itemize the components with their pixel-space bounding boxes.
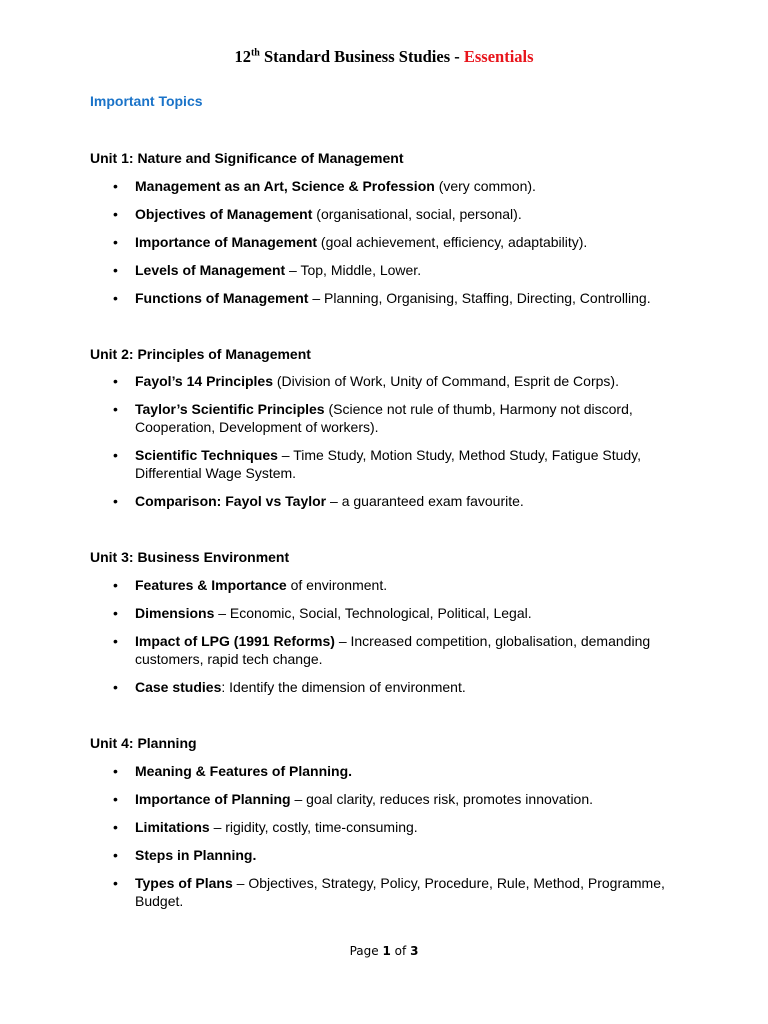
- item-text: – goal clarity, reduces risk, promotes innovation.: [294, 791, 594, 807]
- item-text: of environment.: [290, 577, 388, 593]
- bullet-icon: •: [113, 605, 118, 621]
- bullet-icon: •: [113, 875, 118, 891]
- item-bold: Impact of LPG (1991 Reforms): [135, 633, 335, 649]
- item-text: – Top, Middle, Lower.: [289, 262, 422, 278]
- bullet-icon: •: [113, 206, 118, 222]
- list-item: [0, 261, 768, 279]
- item-text: – Objectives, Strategy, Policy, Procedure, Rule, Method, Programme, Budget.: [135, 875, 665, 909]
- list-item: [0, 233, 768, 251]
- item-text: – rigidity, costly, time-consuming.: [213, 819, 418, 835]
- item-text: (organisational, social, personal).: [316, 206, 522, 222]
- bullet-icon: •: [113, 178, 118, 194]
- unit-3-list: [0, 576, 768, 706]
- bullet-icon: •: [113, 847, 118, 863]
- title-superscript: th: [250, 47, 260, 59]
- item-text: (very common).: [438, 178, 536, 194]
- list-item: [0, 492, 768, 510]
- document-title: [0, 45, 768, 69]
- item-text: – Time Study, Motion Study, Method Study, Fatigue Study, Differential Wage System.: [135, 447, 642, 481]
- unit-heading-2: Unit 2: Principles of Management: [90, 346, 311, 362]
- list-item: [0, 818, 768, 836]
- bullet-icon: •: [113, 401, 118, 417]
- page-total: 3: [410, 944, 419, 958]
- list-item: [0, 790, 768, 808]
- item-bold: Objectives of Management: [135, 206, 313, 222]
- item-bold: Meaning & Features of Planning.: [135, 763, 353, 779]
- item-bold: Steps in Planning.: [135, 847, 257, 863]
- item-bold: Limitations: [135, 819, 210, 835]
- bullet-icon: •: [113, 447, 118, 463]
- unit-heading-4: Unit 4: Planning: [90, 735, 197, 751]
- item-text: – Increased competition, globalisation, demanding customers, rapid tech change.: [135, 633, 651, 667]
- bullet-icon: •: [113, 791, 118, 807]
- list-item: [0, 632, 768, 668]
- unit-2-list: [0, 372, 768, 520]
- list-item: [0, 289, 768, 307]
- unit-1-list: [0, 177, 768, 317]
- item-bold: Comparison: Fayol vs Taylor: [135, 493, 327, 509]
- item-text: (goal achievement, efficiency, adaptability).: [320, 234, 588, 250]
- item-bold: Features & Importance: [135, 577, 287, 593]
- item-text: (Division of Work, Unity of Command, Esprit de Corps).: [276, 373, 619, 389]
- title-main: Standard Business Studies -: [263, 47, 460, 66]
- item-bold: Dimensions: [135, 605, 215, 621]
- item-bold: Fayol’s 14 Principles: [135, 373, 273, 389]
- list-item: [0, 177, 768, 195]
- section-heading: Important Topics: [90, 93, 203, 109]
- bullet-icon: •: [113, 373, 118, 389]
- list-item: [0, 874, 768, 910]
- list-item: [0, 372, 768, 390]
- item-text: – Economic, Social, Technological, Political, Legal.: [218, 605, 532, 621]
- item-text: (Science not rule of thumb, Harmony not discord, Cooperation, Development of workers).: [135, 401, 633, 435]
- bullet-icon: •: [113, 493, 118, 509]
- bullet-icon: •: [113, 679, 118, 695]
- item-bold: Taylor’s Scientific Principles: [135, 401, 325, 417]
- bullet-icon: •: [113, 290, 118, 306]
- item-bold: Case studies: [135, 679, 222, 695]
- item-bold: Levels of Management: [135, 262, 286, 278]
- unit-4-list: [0, 762, 768, 920]
- unit-heading-1: Unit 1: Nature and Significance of Management: [90, 150, 404, 166]
- item-bold: Management as an Art, Science & Profession: [135, 178, 435, 194]
- bullet-icon: •: [113, 577, 118, 593]
- page-current: 1: [382, 944, 391, 958]
- unit-heading-3: Unit 3: Business Environment: [90, 549, 290, 565]
- list-item: [0, 846, 768, 864]
- item-bold: Scientific Techniques: [135, 447, 278, 463]
- item-bold: Types of Plans: [135, 875, 233, 891]
- bullet-icon: •: [113, 262, 118, 278]
- item-bold: Importance of Planning: [135, 791, 291, 807]
- item-text: – Planning, Organising, Staffing, Directing, Controlling.: [312, 290, 651, 306]
- of-word: of: [394, 944, 407, 958]
- item-text: : Identify the dimension of environment.: [221, 679, 466, 695]
- bullet-icon: •: [113, 763, 118, 779]
- bullet-icon: •: [113, 819, 118, 835]
- bullet-icon: •: [113, 633, 118, 649]
- list-item: [0, 400, 768, 436]
- list-item: [0, 678, 768, 696]
- item-bold: Importance of Management: [135, 234, 318, 250]
- list-item: [0, 762, 768, 780]
- title-number: 12: [234, 47, 251, 66]
- item-bold: Functions of Management: [135, 290, 309, 306]
- title-accent: Essentials: [463, 47, 534, 66]
- list-item: [0, 446, 768, 482]
- list-item: [0, 205, 768, 223]
- page-footer: [0, 942, 768, 960]
- bullet-icon: •: [113, 234, 118, 250]
- page-word: Page: [349, 944, 379, 958]
- list-item: [0, 576, 768, 594]
- item-text: – a guaranteed exam favourite.: [330, 493, 524, 509]
- list-item: [0, 604, 768, 622]
